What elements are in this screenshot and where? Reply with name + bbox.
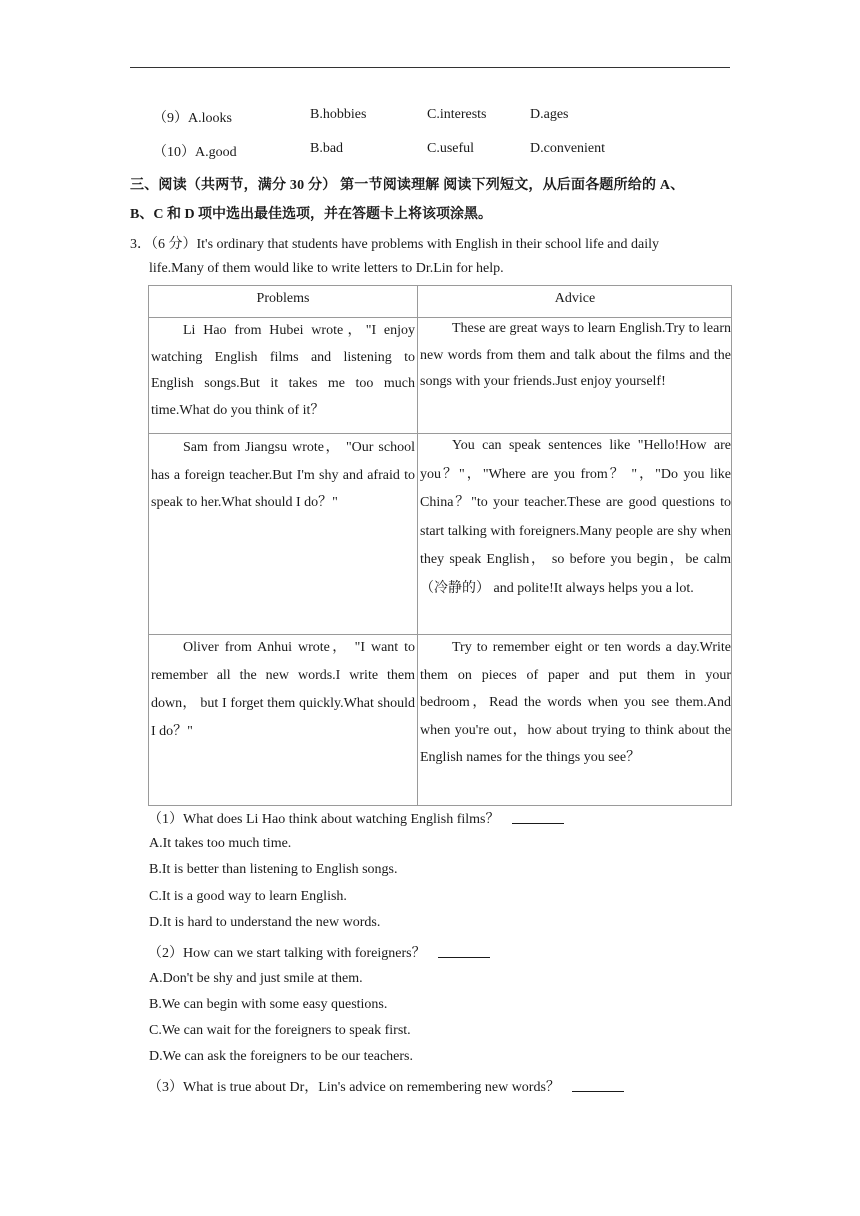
sub-question-1-stem: （1）What does Li Hao think about watching English films？ [148,808,564,828]
option-10-c: C.useful [427,141,475,156]
section-heading-line2: B、C 和 D 项中选出最佳选项，并在答题卡上将该项涂黑。 [130,207,493,222]
table-cell-advice-1: These are great ways to learn English.Try to learn new words from them and talk about the films and the songs with your friends.Just enjoy yourself! [420,321,732,389]
option-10-a: （10）A.good [153,145,237,160]
answer-blank [512,823,564,824]
table-cell-problem-2: Sam from Jiangsu wrote， "Our school has a foreign teacher.But I'm shy and afraid to speak to her.What should I do？" [151,440,415,510]
section-heading-line1: 三、阅读（共两节，满分 30 分） 第一节阅读理解 阅读下列短文，从后面各题所给的 A、 [130,178,685,193]
sub-question-1-choice-c: C.It is a good way to learn English. [149,889,347,904]
advice-table [148,285,732,806]
table-header-problems: Problems [256,291,310,306]
sub-question-1-choice-d: D.It is hard to understand the new words. [149,915,381,930]
sub-question-2-choice-b: B.We can begin with some easy questions. [149,997,388,1012]
sub-question-1-choice-a: A.It takes too much time. [149,836,292,851]
question-intro-text: It's ordinary that students have problems with English in their school life and daily [196,237,659,252]
option-10-d: D.convenient [530,141,606,156]
option-9-d: D.ages [530,107,569,122]
option-9-c: C.interests [427,107,487,122]
header-rule [130,67,730,68]
sub-question-2-choice-a: A.Don't be shy and just smile at them. [149,971,363,986]
sub-question-2-choice-d: D.We can ask the foreigners to be our teachers. [149,1049,413,1064]
sub-question-2-choice-c: C.We can wait for the foreigners to speak first. [149,1023,411,1038]
table-cell-advice-3: Try to remember eight or ten words a day.Write them on pieces of paper and put them in your bedroom，Read the words when you see them.And when you're out，how about trying to think about the English names for the things you see？ [420,640,731,765]
table-cell-advice-2: You can speak sentences like "Hello!How are you？"，"Where are you from？ "，"Do you like China？"to your teacher.These are good questions to start talking with foreigners.Many people are shy when they speak English， so before you begin，be calm（冷静的） and polite!It always helps you a lot. [420,438,731,596]
table-column-divider [417,286,418,805]
option-10-b: B.bad [310,141,344,156]
table-cell-problem-3: Oliver from Anhui wrote， "I want to remember all the new words.I write them down， but I forget them quickly.What should I do？" [151,640,415,739]
table-header-advice: Advice [554,291,596,306]
table-cell-problem-1: Li Hao from Hubei wrote，"I enjoy watching English films and listening to English songs.But it takes me too much time.What do you think of it？ [151,323,415,418]
question-intro-line2: life.Many of them would like to write letters to Dr.Lin for help. [149,261,504,276]
question-score: （6 分） [151,237,197,252]
answer-blank [572,1091,624,1092]
question-number: 3． [130,237,151,252]
question-intro-line1 [130,233,730,253]
sub-question-2-stem: （2）How can we start talking with foreigners？ [148,942,490,962]
sub-question-1-choice-b: B.It is better than listening to English songs. [149,862,398,877]
option-9-b: B.hobbies [310,107,367,122]
sub-question-3-stem: （3）What is true about Dr，Lin's advice on remembering new words？ [148,1076,624,1096]
option-9-a: （9）A.looks [153,111,232,126]
answer-blank [438,957,490,958]
